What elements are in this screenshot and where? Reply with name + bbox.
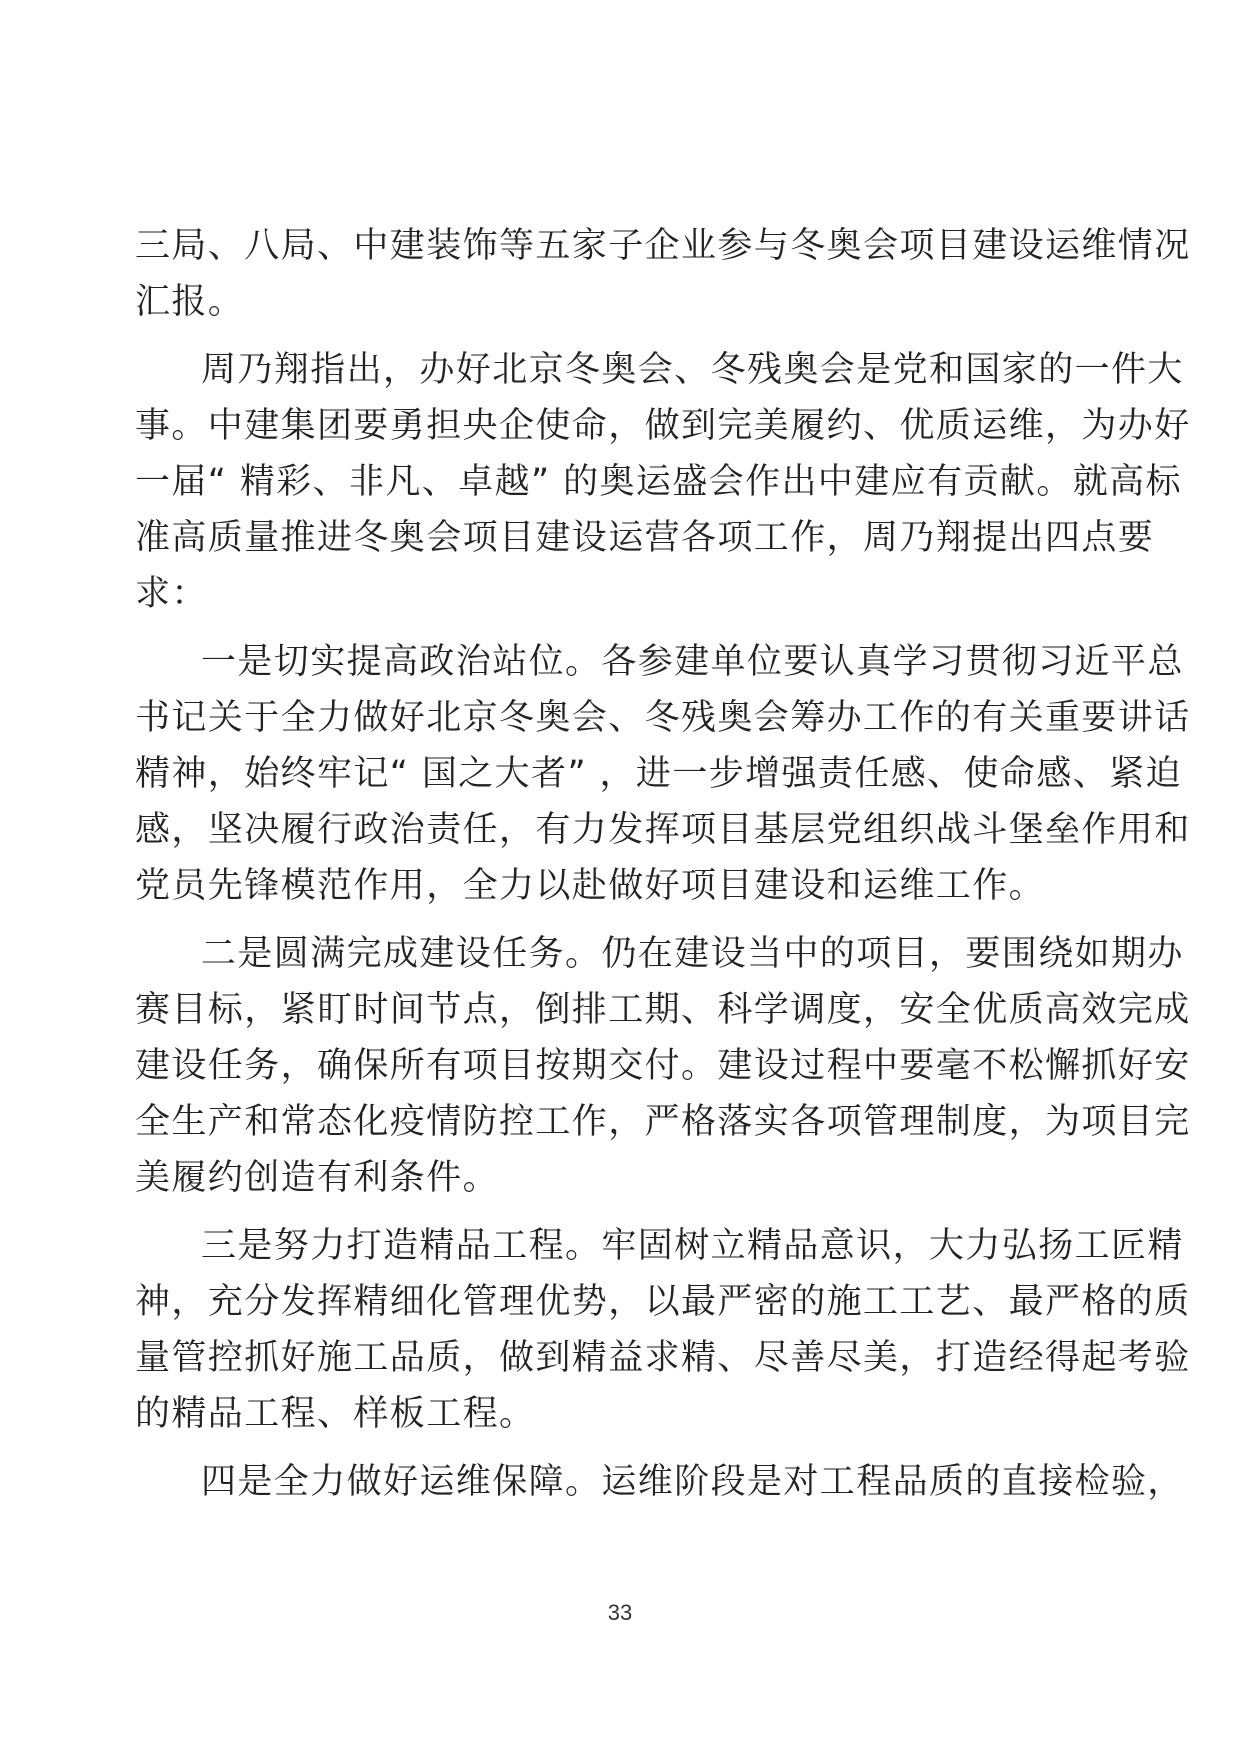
text-line: 准高质量推进冬奥会项目建设运营各项工作，周乃翔提出四点要 — [135, 518, 1155, 558]
paragraph-start-line: 一是切实提高政治站位。各参建单位要认真学习贯彻习近平总 — [201, 642, 1184, 682]
paragraph-start-line: 三是努力打造精品工程。牢固树立精品意识，大力弘扬工匠精 — [201, 1226, 1184, 1266]
text-line: 美履约创造有利条件。 — [135, 1158, 500, 1198]
text-line: 三局、八局、中建装饰等五家子企业参与冬奥会项目建设运维情况 — [135, 226, 1191, 266]
text-line: 一届“ 精彩、非凡、卓越” 的奥运盛会作出中建应有贡献。就高标 — [135, 462, 1182, 502]
text-line: 全生产和常态化疫情防控工作，严格落实各项管理制度，为项目完 — [135, 1102, 1191, 1142]
text-line: 建设任务，确保所有项目按期交付。建设过程中要毫不松懈抓好安 — [135, 1046, 1191, 1086]
text-line: 精神，始终牢记“ 国之大者” ，进一步增强责任感、使命感、紧迫 — [135, 754, 1182, 794]
text-line: 书记关于全力做好北京冬奥会、冬残奥会筹办工作的有关重要讲话 — [135, 698, 1191, 738]
text-line: 感，坚决履行政治责任，有力发挥项目基层党组织战斗堡垒作用和 — [135, 810, 1191, 850]
paragraph-start-line: 周乃翔指出，办好北京冬奥会、冬残奥会是党和国家的一件大 — [201, 350, 1184, 390]
text-line: 的精品工程、样板工程。 — [135, 1394, 536, 1434]
page-number: 33 — [607, 1600, 633, 1625]
text-line: 神，充分发挥精细化管理优势，以最严密的施工工艺、最严格的质 — [135, 1282, 1191, 1322]
text-line: 汇报。 — [135, 282, 245, 322]
text-line: 量管控抓好施工品质，做到精益求精、尽善尽美，打造经得起考验 — [135, 1338, 1191, 1378]
text-line: 赛目标，紧盯时间节点，倒排工期、科学调度，安全优质高效完成 — [135, 990, 1191, 1030]
paragraph-start-line: 二是圆满完成建设任务。仍在建设当中的项目，要围绕如期办 — [201, 934, 1184, 974]
text-line: 党员先锋模范作用，全力以赴做好项目建设和运维工作。 — [135, 866, 1046, 906]
text-line: 事。中建集团要勇担央企使命，做到完美履约、优质运维，为办好 — [135, 406, 1191, 446]
paragraph-start-line: 四是全力做好运维保障。运维阶段是对工程品质的直接检验， — [201, 1462, 1184, 1502]
text-line: 求： — [135, 574, 208, 614]
